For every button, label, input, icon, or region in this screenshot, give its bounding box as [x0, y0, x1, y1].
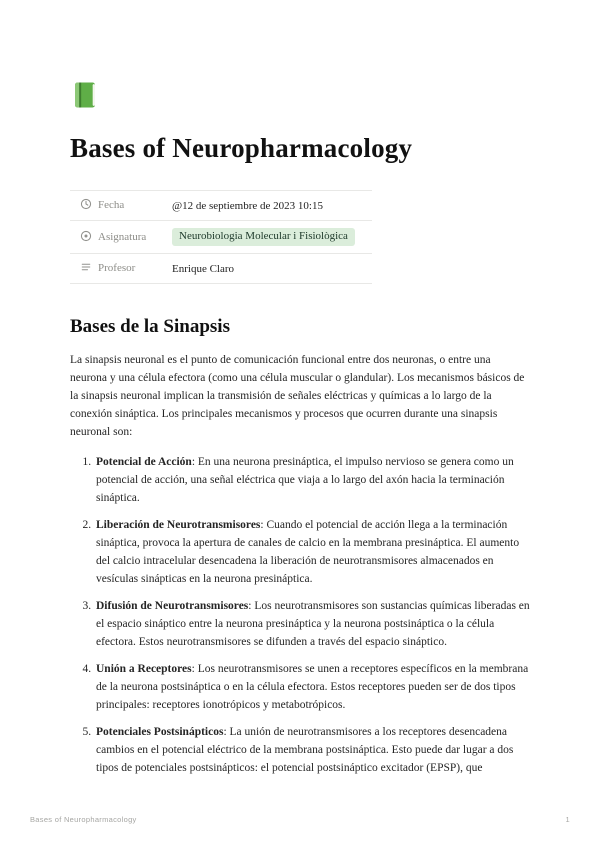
clock-icon: [80, 198, 92, 213]
footer-page-number: 1: [565, 815, 570, 824]
list-item: [94, 660, 530, 714]
property-label: Asignatura: [98, 230, 147, 243]
list-item: [94, 597, 530, 651]
property-value-fecha: @12 de septiembre de 2023 10:15: [162, 191, 372, 221]
list-item: [94, 516, 530, 588]
green-book-icon: [70, 80, 530, 115]
list-item-term: Unión a Receptores: [96, 663, 192, 675]
property-row-profesor: [70, 254, 372, 284]
property-row-fecha: [70, 191, 372, 221]
page-footer: [0, 815, 600, 824]
list-item: [94, 453, 530, 507]
list-item-text: : La unión de neurotransmisores a los receptores desencadena cambios en el potencial eléctrico de la membrana postsináptica. Esto puede dar lugar a dos tipos de potenciales postsinápticos: el potencial postsináptico excitador (EPSP), que: [96, 726, 514, 774]
select-icon: [80, 230, 92, 245]
intro-paragraph: La sinapsis neuronal es el punto de comunicación funcional entre dos neuronas, o entre una neurona y una célula efectora (como una célula muscular o glandular). Los mecanismos básicos de la sinapsis neuronal implican la transmisión de señales eléctricas y químicas a lo largo de la conexión sináptica. Los principales mecanismos y procesos que ocurren durante una sinapsis neuronal son:: [70, 354, 525, 438]
list-item-term: Liberación de Neurotransmisores: [96, 519, 261, 531]
section-heading: Bases de la Sinapsis: [70, 316, 230, 337]
list-item-text: : Los neurotransmisores se unen a receptores específicos en la membrana de la neurona postsináptica o en la célula efectora. Estos receptores pueden ser de dos tipos principales: receptores ionotrópicos y metabotrópicos.: [96, 663, 529, 711]
list-item-text: : Los neurotransmisores son sustancias químicas liberadas en el espacio sináptico entre la neurona presináptica y la neurona postsináptica o la célula efectora. Estos neurotransmisores se difunden a través del espacio sináptico.: [96, 600, 530, 648]
property-row-asignatura: [70, 221, 372, 254]
list-item-text: : En una neurona presináptica, el impulso nervioso se genera como un potencial de acción, una señal eléctrica que viaja a lo largo del axón hacia la terminación sináptica.: [96, 456, 514, 504]
property-value-profesor: Enrique Claro: [162, 254, 372, 284]
mechanisms-numbered-list: [70, 453, 530, 777]
list-item-term: Difusión de Neurotransmisores: [96, 600, 249, 612]
list-item-term: Potencial de Acción: [96, 456, 192, 468]
subject-tag: Neurobiologia Molecular i Fisiològica: [172, 228, 355, 246]
list-item: [94, 723, 530, 777]
page-title: Bases of Neuropharmacology: [70, 133, 413, 163]
footer-title: Bases of Neuropharmacology: [30, 815, 137, 824]
list-item-term: Potenciales Postsinápticos: [96, 726, 224, 738]
properties-table: [70, 190, 372, 284]
list-item-text: : Cuando el potencial de acción llega a la terminación sináptica, provoca la apertura de canales de calcio en la membrana presináptica. El aumento del calcio intracelular desencadena la liberación de neurotransmisores almacenados en vesículas sinápticas en la neurona presináptica.: [96, 519, 520, 585]
property-value-asignatura: [162, 221, 372, 254]
property-label: Profesor: [98, 262, 136, 274]
property-label: Fecha: [98, 199, 125, 211]
text-icon: [80, 261, 92, 276]
